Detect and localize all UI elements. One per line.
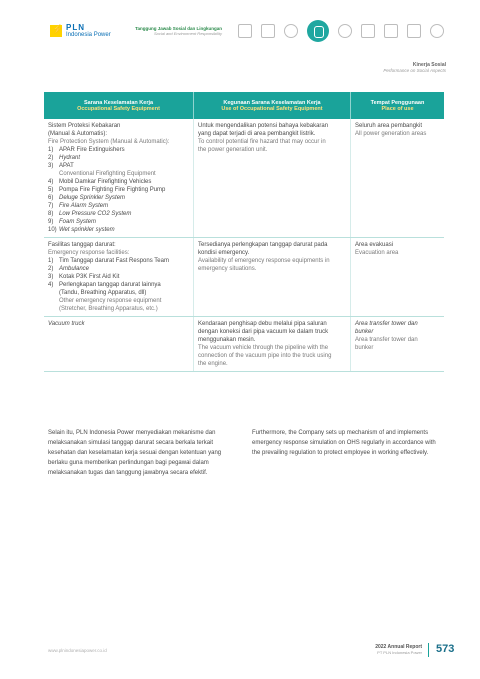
paragraph-line: the prevailing regulation to protect employee in working effectively. (252, 450, 429, 456)
list-number: 3) (48, 163, 54, 169)
list-text: Mobil Damkar Firefighting Vehicles (59, 179, 152, 185)
cell-line: emergency situations. (198, 266, 257, 272)
people-icon[interactable] (284, 24, 298, 38)
list-text: APAT (59, 163, 74, 169)
cell-line (48, 289, 189, 297)
cell-line (48, 154, 189, 162)
cell-line (48, 170, 189, 178)
cell-line: connection of the vacuum pipe into the truck using (198, 353, 332, 359)
list-number: 4) (48, 179, 54, 185)
cell-line: Seluruh area pembangkit (355, 123, 423, 129)
paragraph-english (252, 428, 448, 458)
list-text: Hydrant (59, 155, 81, 161)
header-use: Kegunaan Sarana Keselamatan Kerja Use of Occupational Safety Equipment (193, 92, 351, 119)
gear-icon[interactable] (430, 24, 444, 38)
logo-subtitle: Indonesia Power (66, 32, 111, 38)
list-text: APAR Fire Extinguishers (59, 147, 125, 153)
cell-line: bunker (355, 329, 374, 335)
cell-line: Area transfer tower dan (355, 337, 418, 343)
cell-line (48, 146, 189, 154)
list-text: Low Pressure CO2 System (59, 211, 132, 217)
page-header (0, 0, 480, 62)
cell-line: dengan koneksi dari pipa vacuum ke dalam truck (198, 329, 329, 335)
paragraph-line: Selain itu, PLN Indonesia Power menyediakan mekanisme dan (48, 430, 216, 436)
cell-line: the engine. (198, 361, 228, 367)
paragraph-line: melaksanakan simulasi tanggap darurat secara berkala terkait (48, 440, 214, 446)
table-cell (44, 119, 193, 237)
table-row (44, 238, 444, 317)
cell-line: To control potential fire hazard that may occur in (198, 139, 326, 145)
footer-divider (428, 643, 429, 657)
community-icon[interactable] (407, 24, 421, 38)
table-cell (193, 119, 351, 237)
list-text: Other emergency response equipment (59, 298, 162, 304)
list-number: 1) (48, 258, 54, 264)
table-header (44, 92, 444, 119)
footer-report: 2022 Annual Report PT PLN Indonesia Power (375, 644, 422, 655)
network-icon[interactable] (338, 24, 352, 38)
lightning-logo-icon (50, 25, 62, 37)
list-number: 8) (48, 211, 54, 217)
cell-line: the power generation unit. (198, 147, 268, 153)
list-text: Tim Tanggap darurat Fast Respons Team (59, 258, 169, 264)
cell-line (48, 218, 189, 226)
cell-line (48, 194, 189, 202)
safety-equipment-table (44, 92, 444, 372)
leaf-icon[interactable] (361, 24, 375, 38)
list-text: (Tandu, Breathing Apparatus, dll) (59, 290, 147, 296)
cell-line: Availability of emergency response equipments in (198, 258, 330, 264)
paragraph-line: melaksanakan tugas dan tanggung jawabnya secara efektif. (48, 470, 208, 476)
paragraph-line: emergency response simulation on OHS regularly in accordance with (252, 440, 436, 446)
cell-line: Emergency response facilities: (48, 250, 130, 256)
page-number: 573 (436, 643, 455, 655)
cell-line (48, 178, 189, 186)
list-text: Fire Alarm System (59, 203, 109, 209)
list-text: Wet sprinkler system (59, 227, 115, 233)
list-number: 7) (48, 203, 54, 209)
cell-line (48, 305, 189, 313)
cell-line: Area evakuasi (355, 242, 394, 248)
cell-line (48, 226, 189, 234)
cell-line: yang dapat terjadi di area pembangkit listrik. (198, 131, 316, 137)
table-cell (351, 119, 444, 237)
cell-line: Fasilitas tanggap darurat: (48, 242, 116, 248)
company-logo (50, 24, 111, 38)
list-number: 1) (48, 147, 54, 153)
cell-line (48, 273, 189, 281)
table-cell (351, 238, 444, 316)
list-text: Pompa Fire Fighting Fire Fighting Pump (59, 187, 166, 193)
section-label: Kinerja Sosial Performance on Social Aspects (383, 62, 446, 73)
paragraph-line: berlaku guna memberikan perlindungan bagi pegawai dalam (48, 460, 209, 466)
cell-line: menggunakan mesin. (198, 337, 256, 343)
cell-line (48, 265, 189, 273)
cell-line (48, 297, 189, 305)
paragraph-line: kesehatan dan keselamatan kerja sesuai dengan ketentuan yang (48, 450, 222, 456)
list-text: Kotak P3K First Aid Kit (59, 274, 120, 280)
cell-line: Tersedianya perlengkapan tanggap darurat pada (198, 242, 328, 248)
cell-line: kondisi emergency. (198, 250, 250, 256)
list-number: 3) (48, 274, 54, 280)
building-icon[interactable] (261, 24, 275, 38)
cell-line: The vacuum vehicle through the pipeline with the (198, 345, 329, 351)
cell-line: Vacuum truck (48, 321, 85, 327)
cell-line (48, 202, 189, 210)
paragraph-line: Furthermore, the Company sets up mechanism of and implements (252, 430, 429, 436)
header-place: Tempat Penggunaan Place of use (370, 99, 425, 112)
cell-line: Fire Protection System (Manual & Automatic): (48, 139, 170, 145)
footer-url[interactable]: www.plnindonesiapower.co.id (48, 648, 107, 653)
table-body (44, 119, 444, 372)
list-number: 2) (48, 266, 54, 272)
cell-line (48, 281, 189, 289)
cell-line (48, 186, 189, 194)
table-row (44, 119, 444, 238)
table-cell (44, 238, 193, 316)
list-number: 9) (48, 219, 54, 225)
cell-line: All power generation areas (355, 131, 427, 137)
list-text: Foam System (59, 219, 97, 225)
list-number: 4) (48, 282, 54, 288)
table-cell (193, 317, 351, 371)
logo-name: PLN (66, 23, 85, 32)
table-cell (193, 238, 351, 316)
safety-helmet-icon[interactable] (307, 20, 329, 42)
cell-line: Kendaraan penghisap debu melalui pipa saluran (198, 321, 327, 327)
document-icon[interactable] (238, 24, 252, 38)
list-number: 10) (48, 227, 57, 233)
cell-line: Sistem Proteksi Kebakaran (48, 123, 121, 129)
cell-line: (Manual & Automatis): (48, 131, 108, 137)
cell-line: Untuk mengendalikan potensi bahaya kebakaran (198, 123, 329, 129)
cell-line: Area transfer tower dan (355, 321, 418, 327)
table-cell (44, 317, 193, 371)
factory-icon[interactable] (384, 24, 398, 38)
cell-line (48, 257, 189, 265)
cell-line (48, 162, 189, 170)
list-text: Ambulance (59, 266, 90, 272)
paragraph-indonesian (48, 428, 238, 478)
list-text: Conventional Firefighting Equipment (59, 171, 156, 177)
cell-line: Evacuation area (355, 250, 399, 256)
chapter-title: Tanggung Jawab Sosial dan Lingkungan Social and Environment Responsibility (135, 26, 222, 36)
header-equipment: Sarana Keselamatan Kerja Occupational Safety Equipment (77, 99, 160, 112)
cell-line (48, 210, 189, 218)
list-number: 5) (48, 187, 54, 193)
list-number: 2) (48, 155, 54, 161)
cell-line: bunker (355, 345, 374, 351)
list-text: Deluge Sprinkler System (59, 195, 126, 201)
list-number: 6) (48, 195, 54, 201)
list-text: (Stretcher, Breathing Apparatus, etc.) (59, 306, 158, 312)
table-row (44, 317, 444, 372)
list-text: Perlengkapan tanggap darurat lainnya (59, 282, 161, 288)
chapter-nav (238, 20, 453, 42)
table-cell (351, 317, 444, 371)
